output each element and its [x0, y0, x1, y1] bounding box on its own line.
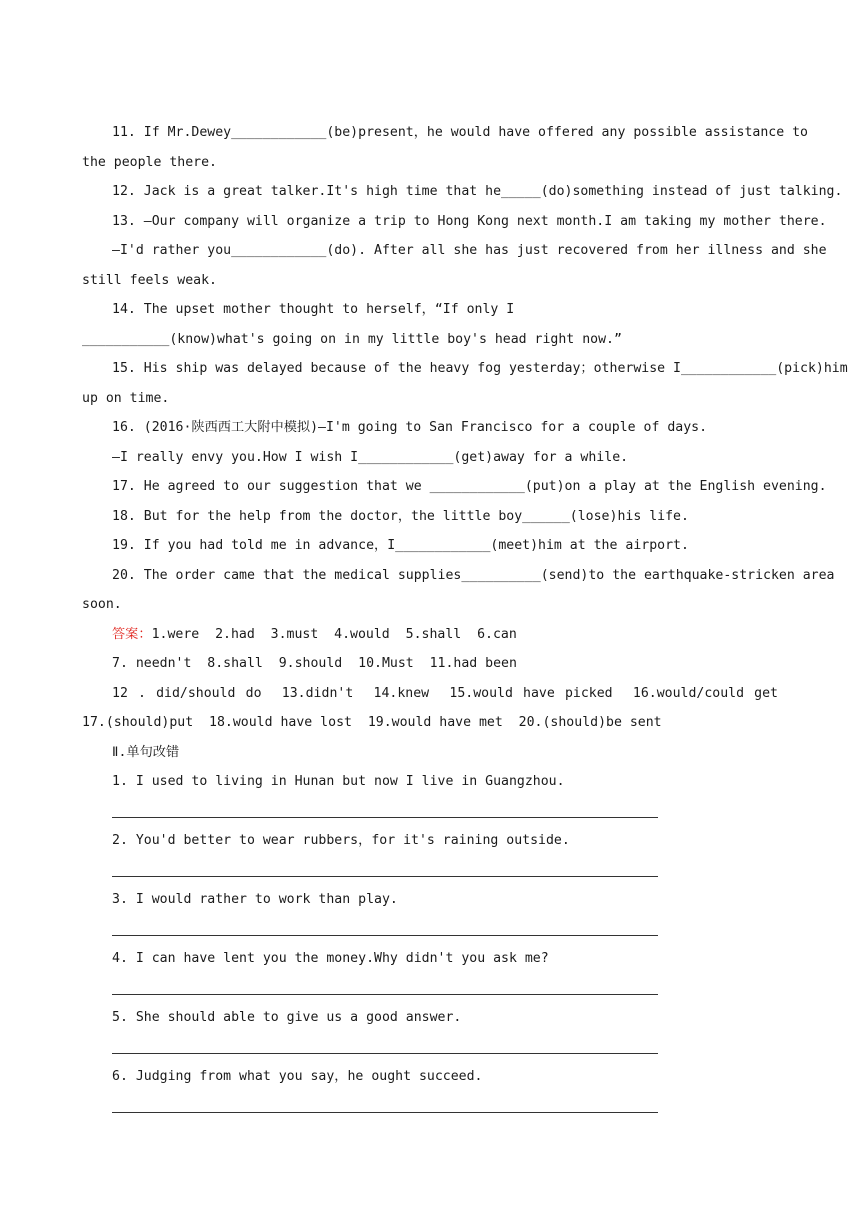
answer-rule-1: [112, 817, 658, 818]
question-13-line-1: 13. —Our company will organize a trip to Hong Kong next month.I am taking my mother there.: [112, 214, 827, 229]
question-14-line-1: 14. The upset mother thought to herself，“If only I: [112, 302, 515, 317]
question-13-line-2: —I'd rather you____________(do). After all she has just recovered from her illness and she: [112, 243, 827, 258]
question-19: 19. If you had told me in advance，I____________(meet)him at the airport.: [112, 538, 689, 553]
answer-line-4: 17.(should)put 18.would have lost 19.would have met 20.(should)be sent: [82, 715, 662, 730]
question-12: 12. Jack is a great talker.It's high time that he_____(do)something instead of just talking.: [112, 184, 843, 199]
question-20-line-1: 20. The order came that the medical supplies__________(send)to the earthquake-stricken area: [112, 568, 835, 583]
question-20-line-2: soon.: [82, 597, 122, 612]
question-14-line-2: ___________(know)what's going on in my little boy's head right now.”: [82, 332, 622, 347]
question-11-line-2: the people there.: [82, 155, 217, 170]
question-13-line-3: still feels weak.: [82, 273, 217, 288]
question-16-line-1: 16. (2016·陕西西工大附中模拟)—I'm going to San Francisco for a couple of days.: [112, 420, 708, 435]
error-item-5: 5. She should able to give us a good answer.: [112, 1010, 462, 1025]
error-item-1: 1. I used to living in Hunan but now I live in Guangzhou.: [112, 774, 565, 789]
answer-values-1: 1.were 2.had 3.must 4.would 5.shall 6.can: [151, 627, 517, 642]
answer-rule-2: [112, 876, 658, 877]
answer-rule-3: [112, 935, 658, 936]
answer-rule-4: [112, 994, 658, 995]
error-item-3: 3. I would rather to work than play.: [112, 892, 398, 907]
answer-rule-6: [112, 1112, 658, 1113]
section-2-heading: Ⅱ.单句改错: [112, 745, 180, 760]
answer-line-2: 7. needn't 8.shall 9.should 10.Must 11.had been: [112, 656, 517, 671]
question-18: 18. But for the help from the doctor，the little boy______(lose)his life.: [112, 509, 689, 524]
answer-label: 答案：: [112, 627, 152, 642]
error-item-6: 6. Judging from what you say，he ought succeed.: [112, 1069, 483, 1084]
answer-line-3: 12 . did/should do 13.didn't 14.knew 15.would have picked 16.would/could get: [112, 686, 778, 701]
question-17: 17. He agreed to our suggestion that we ____________(put)on a play at the English evening.: [112, 479, 827, 494]
error-item-4: 4. I can have lent you the money.Why didn't you ask me?: [112, 951, 549, 966]
question-15-line-1: 15. His ship was delayed because of the heavy fog yesterday；otherwise I____________(pick)him: [112, 361, 848, 376]
error-item-2: 2. You'd better to wear rubbers，for it's raining outside.: [112, 833, 570, 848]
question-11-line-1: 11. If Mr.Dewey____________(be)present，he would have offered any possible assistance to: [112, 125, 808, 140]
answer-rule-5: [112, 1053, 658, 1054]
question-15-line-2: up on time.: [82, 391, 170, 406]
answer-line-1: [112, 626, 517, 644]
question-16-line-2: —I really envy you.How I wish I____________(get)away for a while.: [112, 450, 629, 465]
